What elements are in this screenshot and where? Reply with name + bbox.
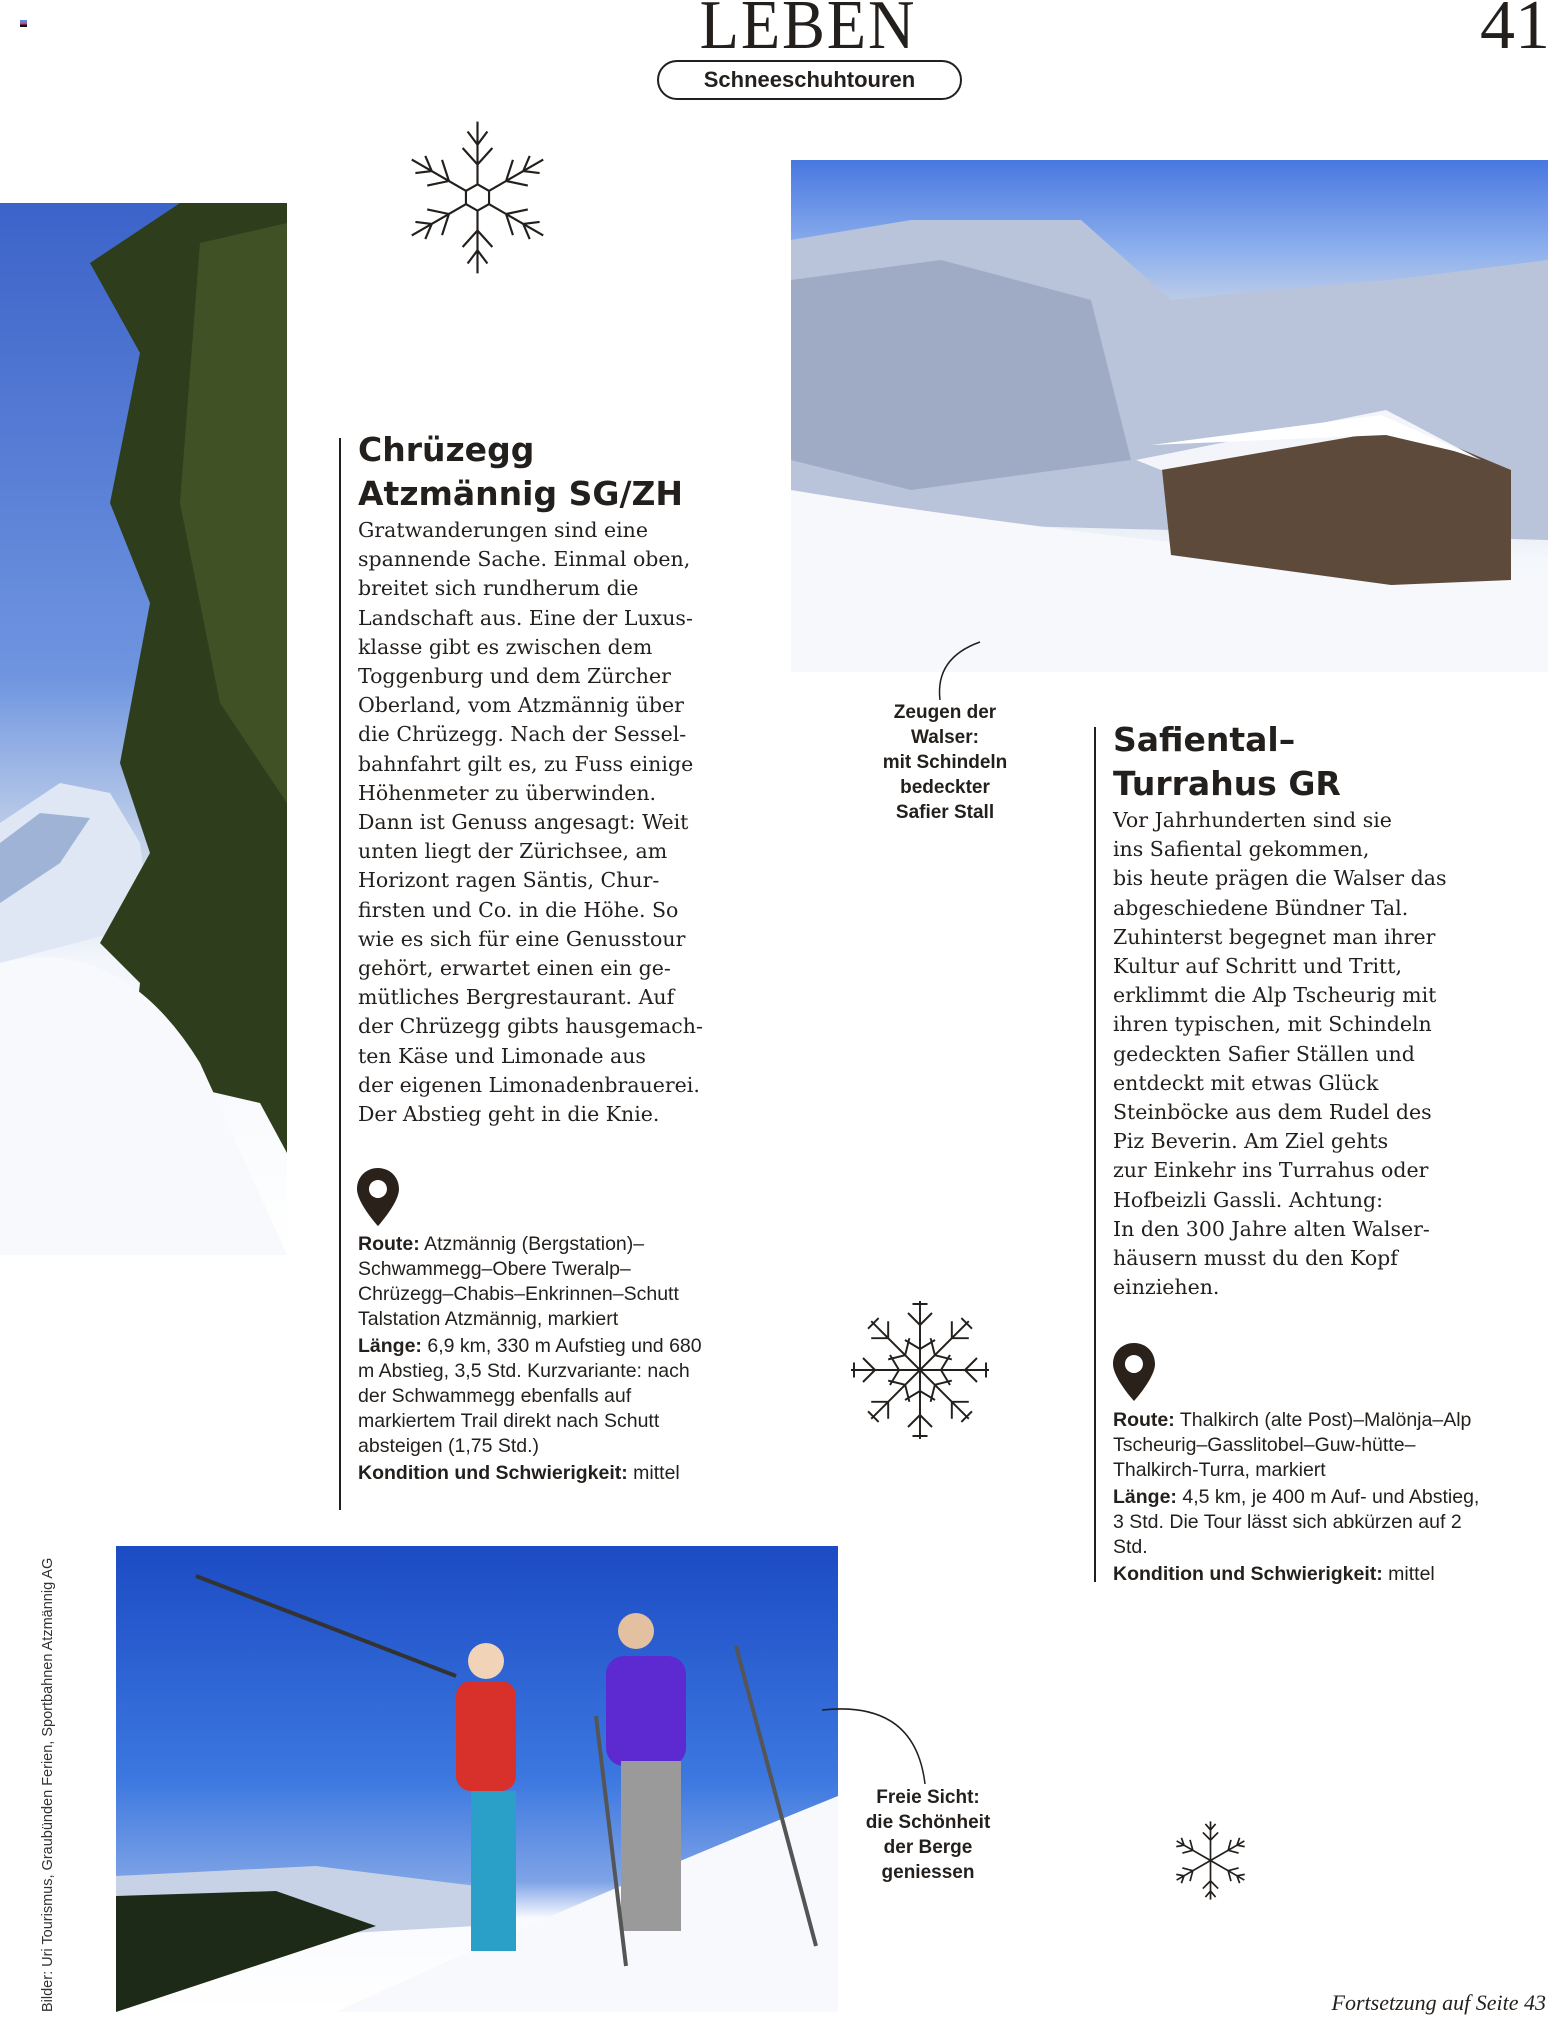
text-line: bedeckter xyxy=(900,777,990,798)
text-line: Dann ist Genuss angesagt: Weit xyxy=(358,810,689,835)
text-line: geniessen xyxy=(881,1862,975,1883)
text-line: Hofbeizli Gassli. Achtung: xyxy=(1113,1187,1383,1212)
text-line: spannende Sache. Einmal oben, xyxy=(358,547,691,572)
text-line: Landschaft aus. Eine der Luxus- xyxy=(358,605,693,630)
location-pin-icon xyxy=(357,1168,399,1226)
text-line: erklimmt die Alp Tscheurig mit xyxy=(1113,983,1437,1008)
text-line: ten Käse und Limonade aus xyxy=(358,1043,646,1068)
text-line: bis heute prägen die Walser das xyxy=(1113,866,1447,891)
text-line: Oberland, vom Atzmännig über xyxy=(358,693,684,718)
text-line: wie es sich für eine Genusstour xyxy=(358,926,686,951)
photo-credit: Bilder: Uri Tourismus, Graubünden Ferien, Sportbahnen Atzmännig AG xyxy=(40,1557,56,2012)
text-line: klasse gibt es zwischen dem xyxy=(358,634,653,659)
text-line: der eigenen Limonadenbrauerei. xyxy=(358,1072,700,1097)
caption-pointer-line xyxy=(820,1700,930,1786)
title-line: Atzmännig SG/ZH xyxy=(358,474,684,513)
location-pin-icon xyxy=(1113,1343,1155,1401)
topic-label: Schneeschuhtouren xyxy=(657,60,962,100)
text-line: Piz Beverin. Am Ziel gehts xyxy=(1113,1129,1389,1154)
article-divider xyxy=(339,438,341,1510)
article-safiental xyxy=(1113,718,1513,1302)
text-line: Gratwanderungen sind eine xyxy=(358,518,648,542)
text-line: Toggenburg und dem Zürcher xyxy=(358,664,671,689)
text-line: In den 300 Jahre alten Walser- xyxy=(1113,1216,1430,1241)
text-line: breitet sich rundherum die xyxy=(358,576,639,601)
text-line: bahnfahrt gilt es, zu Fuss einige xyxy=(358,751,694,776)
photo-snowy-tree xyxy=(0,203,287,1255)
article-body xyxy=(358,516,718,1129)
text-line: der Chrüzegg gibts hausgemach- xyxy=(358,1014,703,1039)
text-line: Zeugen der xyxy=(893,702,997,723)
print-color-marks xyxy=(20,20,27,27)
difficulty-info: Kondition und Schwierigkeit: mittel xyxy=(358,1462,680,1484)
text-line: gehört, erwartet einen ein ge- xyxy=(358,956,671,981)
text-line: Safier Stall xyxy=(895,802,995,823)
text-line: Kultur auf Schritt und Tritt, xyxy=(1113,954,1403,979)
text-line: ihren typischen, mit Schindeln xyxy=(1113,1012,1432,1037)
title-line: Chrüzegg xyxy=(358,430,535,469)
text-line: unten liegt der Zürichsee, am xyxy=(358,839,668,864)
article-body xyxy=(1113,806,1513,1302)
title-line: Turrahus GR xyxy=(1113,764,1341,803)
tree-illustration xyxy=(0,203,287,1255)
text-line: der Berge xyxy=(883,1837,973,1858)
snowflake-icon xyxy=(845,1295,995,1445)
hikers-illustration xyxy=(116,1546,838,2012)
caption-pointer-line xyxy=(930,638,990,702)
text-line: abgeschiedene Bündner Tal. xyxy=(1113,895,1409,920)
route-info: Route: Atzmännig (Bergstation)–Schwammegg–Obere Tweralp–Chrüzegg–Chabis–Enkrinnen–Schutt Talstation Atzmännig, markiert xyxy=(358,1233,679,1330)
difficulty-info: Kondition und Schwierigkeit: mittel xyxy=(1113,1563,1435,1585)
photo-snowshoe-hikers xyxy=(116,1546,838,2012)
route-details xyxy=(358,1232,718,1488)
photo-caption-view xyxy=(838,1785,1018,1885)
text-line: die Chrüzegg. Nach der Sessel- xyxy=(358,722,687,747)
length-info: Länge: 4,5 km, je 400 m Auf- und Abstieg, 3 Std. Die Tour lässt sich abkürzen auf 2 Std. xyxy=(1113,1486,1480,1558)
text-line: Freie Sicht: xyxy=(876,1787,980,1808)
snowflake-icon xyxy=(1168,1818,1253,1903)
text-line: mit Schindeln xyxy=(882,752,1008,773)
length-info: Länge: 6,9 km, 330 m Aufstieg und 680 m Abstieg, 3,5 Std. Kurzvariante: nach der Schwammegg ebenfalls auf markiertem Trail direkt nach Schutt absteigen (1,75 Std.) xyxy=(358,1335,702,1457)
continuation-note: Fortsetzung auf Seite 43 xyxy=(1331,1990,1546,2015)
route-details xyxy=(1113,1408,1483,1589)
text-line: Der Abstieg geht in die Knie. xyxy=(358,1102,660,1127)
text-line: firsten und Co. in die Höhe. So xyxy=(358,897,679,922)
text-line: Horizont ragen Säntis, Chur- xyxy=(358,868,660,893)
title-line: Safiental– xyxy=(1113,720,1296,759)
text-line: gedeckten Safier Ställen und xyxy=(1113,1041,1415,1066)
article-divider xyxy=(1094,727,1096,1582)
article-title xyxy=(1113,718,1513,806)
text-line: mütliches Bergrestaurant. Auf xyxy=(358,985,675,1010)
route-info: Route: Thalkirch (alte Post)–Malönja–Alp Tscheurig–Gasslitobel–Guw-hütte–Thalkirch-Turra, markiert xyxy=(1113,1409,1472,1481)
text-line: Walser: xyxy=(911,727,979,748)
text-line: ins Safiental gekommen, xyxy=(1113,837,1370,862)
text-line: Höhenmeter zu überwinden. xyxy=(358,780,657,805)
snowflake-icon xyxy=(395,115,560,280)
text-line: häusern musst du den Kopf xyxy=(1113,1246,1398,1271)
photo-mountain-hut xyxy=(791,160,1548,672)
section-title: LEBEN xyxy=(699,0,917,64)
text-line: zur Einkehr ins Turrahus oder xyxy=(1113,1158,1429,1183)
text-line: Zuhinterst begegnet man ihrer xyxy=(1113,924,1436,949)
hut-illustration xyxy=(791,160,1548,672)
text-line: entdeckt mit etwas Glück xyxy=(1113,1070,1379,1095)
page-number: 41 xyxy=(1480,0,1550,64)
article-title xyxy=(358,428,718,516)
text-line: Steinböcke aus dem Rudel des xyxy=(1113,1100,1432,1125)
article-chruezegg xyxy=(358,428,718,1129)
photo-caption-stall xyxy=(855,700,1035,825)
text-line: Vor Jahrhunderten sind sie xyxy=(1113,808,1392,832)
text-line: einziehen. xyxy=(1113,1275,1220,1300)
text-line: die Schönheit xyxy=(865,1812,991,1833)
